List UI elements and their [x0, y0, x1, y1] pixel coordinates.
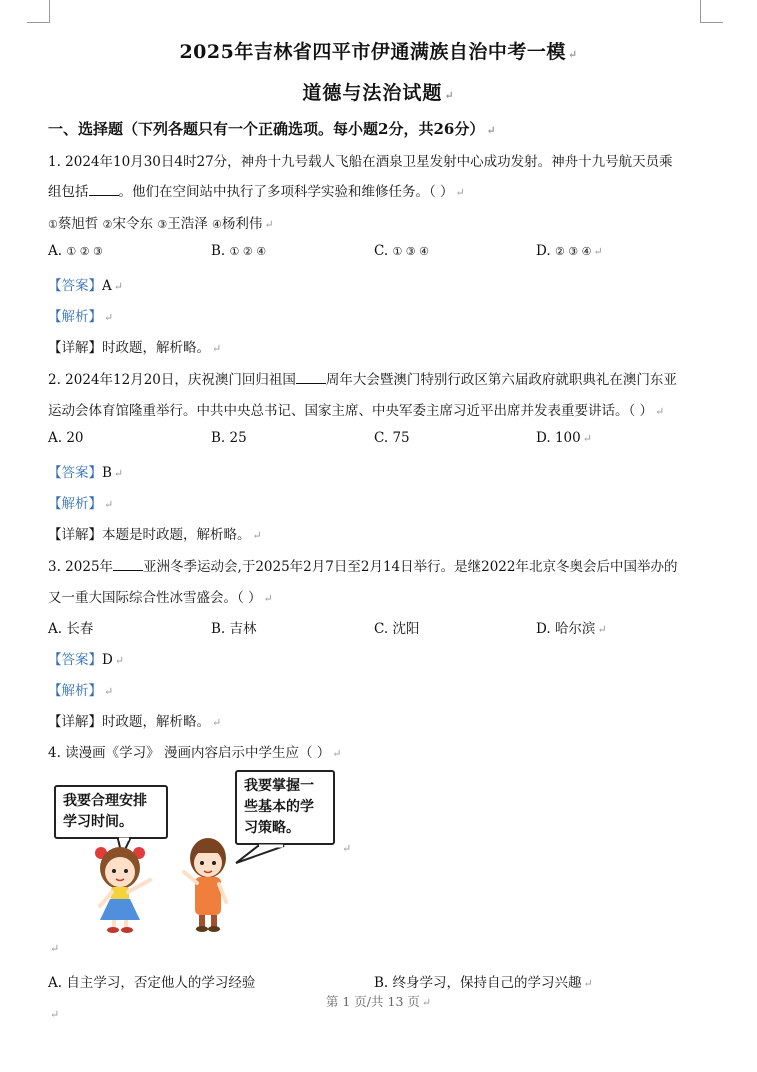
question-1-option-a: A. ① ② ③ [48, 243, 103, 259]
question-1-option-b: B. ① ② ④ [211, 243, 267, 259]
bubble-tail-right [236, 846, 284, 863]
question-3-option-b: B. 吉林 [211, 621, 257, 637]
question-2-analysis: 【解析】 ↵ [48, 496, 114, 512]
document-title: 2025年吉林省四平市伊通满族自治中考一模 ↵ [179, 41, 578, 63]
question-2-option-d: D. 100 ↵ [536, 430, 592, 446]
question-1-stem-line-1: 1. 2024年10月30日4时27分，神舟十九号载人飞船在酒泉卫星发射中心成功发射。神舟十九号航天员乘 [48, 154, 673, 170]
question-1-option-d: D. ② ③ ④ ↵ [536, 243, 603, 259]
comic-illustration [48, 768, 348, 938]
girl-right-figure [184, 838, 226, 932]
question-2-answer: 【答案】B ↵ [48, 465, 124, 481]
question-1-option-c: C. ① ③ ④ [374, 243, 430, 259]
girl-left-figure [95, 847, 150, 933]
question-4-stem: 4. 读漫画《学习》 漫画内容启示中学生应（ ） ↵ [48, 745, 342, 761]
question-2-stem-line-1: 2. 2024年12月20日，庆祝澳门回归祖国 周年大会暨澳门特别行政区第六届政府就职典礼在澳门东亚 [48, 372, 677, 388]
question-4-option-a: A. 自主学习，否定他人的学习经验 [48, 975, 256, 991]
page-corner-mark-top-left [27, 0, 50, 23]
question-1-stem-line-2: 组包括 。他们在空间站中执行了多项科学实验和维修任务。（ ） ↵ [48, 184, 465, 200]
question-2-detail: 【详解】本题是时政题，解析略。 ↵ [48, 527, 262, 543]
question-3-answer: 【答案】D ↵ [48, 652, 125, 668]
question-2-stem-line-2: 运动会体育馆隆重举行。中共中央总书记、国家主席、中央军委主席习近平出席并发表重要讲话。（ ） ↵ [48, 403, 665, 419]
question-3-analysis: 【解析】 ↵ [48, 683, 114, 699]
question-1-analysis: 【解析】 ↵ [48, 309, 114, 325]
question-3-option-a: A. 长春 [48, 621, 94, 637]
speech-bubble-right: 我要掌握一 些基本的学 习策略。 [235, 770, 335, 845]
question-3-stem-line-1: 3. 2025年 亚洲冬季运动会,于2025年2月7日至2月14日举行。是继2022年北京冬奥会后中国举办的 [48, 559, 678, 575]
question-3-option-d: D. 哈尔滨 ↵ [536, 621, 607, 637]
paragraph-mark-after-comic: ↵ [342, 842, 352, 855]
question-2-option-b: B. 25 [211, 430, 247, 446]
question-3-detail: 【详解】时政题，解析略。 ↵ [48, 714, 222, 730]
question-2-option-a: A. 20 [48, 430, 84, 446]
question-1-answer: 【答案】A ↵ [48, 278, 123, 294]
paragraph-mark-empty-line: ↵ [50, 942, 60, 955]
question-4-option-b: B. 终身学习，保持自己的学习兴趣 ↵ [374, 975, 593, 991]
question-2-option-c: C. 75 [374, 430, 410, 446]
section-heading: 一、选择题（下列各题只有一个正确选项。每小题2分，共26分） ↵ [48, 120, 496, 138]
question-3-stem-line-2: 又一重大国际综合性冰雪盛会。（ ） ↵ [48, 590, 273, 606]
question-1-detail: 【详解】时政题，解析略。 ↵ [48, 340, 222, 356]
speech-bubble-left: 我要合理安排 学习时间。 [54, 785, 168, 839]
paragraph-mark-last-line: ↵ [50, 1008, 60, 1021]
question-3-option-c: C. 沈阳 [374, 621, 420, 637]
comic-figures [48, 768, 348, 938]
document-subtitle: 道德与法治试题 ↵ [302, 82, 455, 104]
page-corner-mark-top-right [700, 0, 723, 23]
question-1-items: ①蔡旭哲 ②宋令东 ③王浩泽 ④杨利伟 ↵ [48, 216, 274, 232]
page-footer: 第 1 页/共 13 页 ↵ [325, 994, 432, 1009]
